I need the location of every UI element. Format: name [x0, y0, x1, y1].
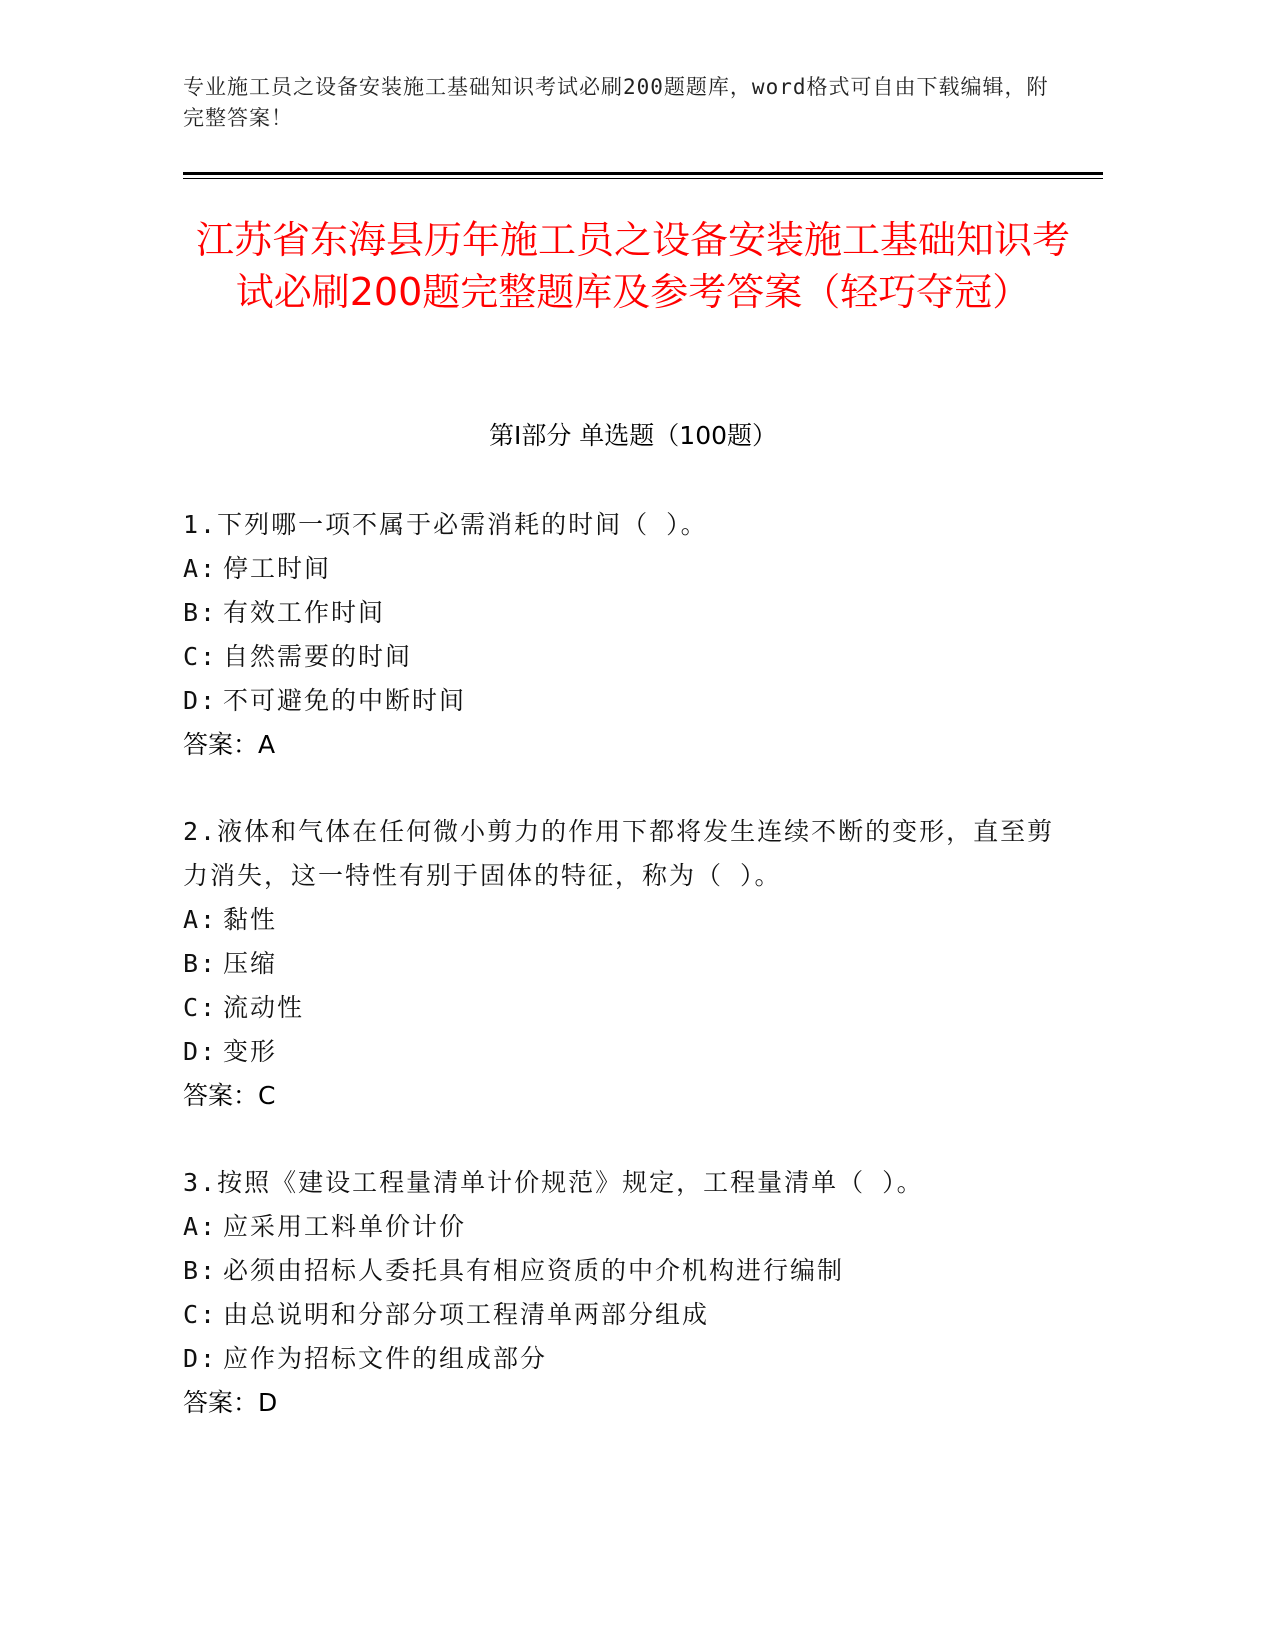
- option-a: [183, 1205, 1063, 1249]
- option-letter: B:: [183, 949, 218, 978]
- option-a: [183, 898, 1063, 942]
- option-text: 不可避免的中断时间: [223, 686, 467, 715]
- header-divider-thick: [183, 172, 1103, 175]
- option-text: 有效工作时间: [223, 598, 386, 627]
- question-list: [183, 503, 1063, 1468]
- document-title: 江苏省东海县历年施工员之设备安装施工基础知识考试必刷200题完整题库及参考答案（轻巧夺冠）: [195, 218, 1070, 314]
- option-d: [183, 1030, 1063, 1074]
- section-title: 第I部分 单选题（100题）: [488, 421, 778, 450]
- option-d: [183, 1337, 1063, 1381]
- option-b: [183, 591, 1063, 635]
- option-letter: D:: [183, 1344, 218, 1373]
- option-letter: A:: [183, 1212, 218, 1241]
- option-letter: D:: [183, 686, 218, 715]
- option-text: 黏性: [223, 905, 278, 934]
- option-text: 变形: [223, 1037, 278, 1066]
- question-2: [183, 810, 1063, 1118]
- option-letter: B:: [183, 598, 218, 627]
- option-letter: D:: [183, 1037, 218, 1066]
- answer-line: 答案：A: [183, 730, 276, 759]
- option-c: [183, 986, 1063, 1030]
- question-1: [183, 503, 1063, 767]
- header-divider-thin: [183, 178, 1103, 179]
- option-b: [183, 942, 1063, 986]
- answer-line: 答案：C: [183, 1081, 276, 1110]
- option-letter: C:: [183, 642, 218, 671]
- option-text: 必须由招标人委托具有相应资质的中介机构进行编制: [223, 1256, 845, 1285]
- question-stem: 2.液体和气体在任何微小剪力的作用下都将发生连续不断的变形，直至剪力消失，这一特性有别于固体的特征，称为（ ）。: [183, 817, 1055, 890]
- option-letter: B:: [183, 1256, 218, 1285]
- question-stem: 3.按照《建设工程量清单计价规范》规定，工程量清单（ ）。: [183, 1168, 924, 1197]
- answer-line: 答案：D: [183, 1388, 278, 1417]
- option-c: [183, 1293, 1063, 1337]
- option-b: [183, 1249, 1063, 1293]
- header-note: 专业施工员之设备安装施工基础知识考试必刷200题题库，word格式可自由下载编辑，附完整答案！: [183, 75, 1049, 130]
- option-text: 由总说明和分部分项工程清单两部分组成: [223, 1300, 710, 1329]
- option-text: 自然需要的时间: [223, 642, 413, 671]
- option-a: [183, 547, 1063, 591]
- option-letter: C:: [183, 1300, 218, 1329]
- option-letter: A:: [183, 554, 218, 583]
- question-3: [183, 1161, 1063, 1425]
- option-d: [183, 679, 1063, 723]
- option-text: 应作为招标文件的组成部分: [223, 1344, 548, 1373]
- option-c: [183, 635, 1063, 679]
- option-letter: C:: [183, 993, 218, 1022]
- option-text: 停工时间: [223, 554, 332, 583]
- option-text: 流动性: [223, 993, 305, 1022]
- question-stem: 1.下列哪一项不属于必需消耗的时间（ ）。: [183, 510, 708, 539]
- option-text: 应采用工料单价计价: [223, 1212, 467, 1241]
- option-letter: A:: [183, 905, 218, 934]
- option-text: 压缩: [223, 949, 278, 978]
